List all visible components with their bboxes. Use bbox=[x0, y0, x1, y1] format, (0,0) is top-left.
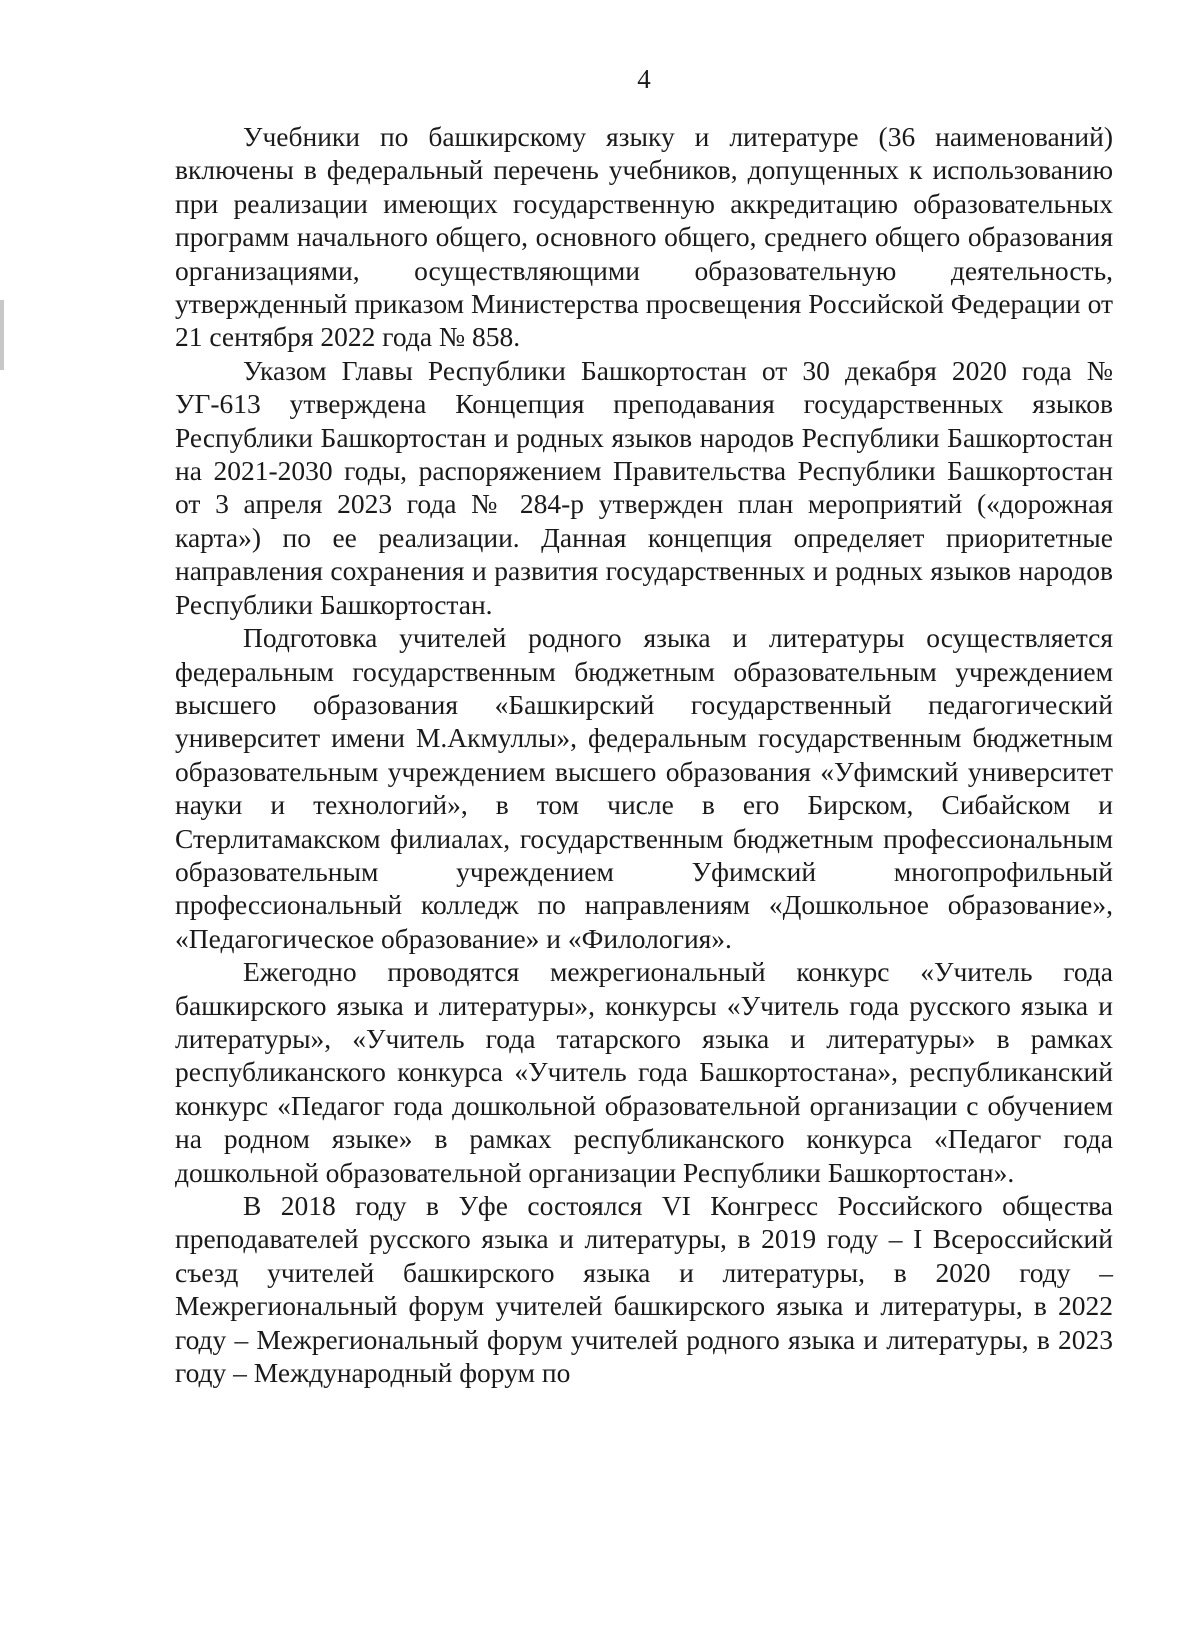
paragraph-contests: Ежегодно проводятся межрегиональный конкурс «Учитель года башкирского языка и литературы», конкурсы «Учитель года русского языка и литературы», «Учитель года татарского языка и литературы» в рамках республиканского конкурса «Учитель года Башкортостана», республиканский конкурс «Педагог года дошкольной образовательной организации с обучением на родном языке» в рамках республиканского конкурса «Педагог года дошкольной образовательной организации Республики Башкортостан». bbox=[175, 956, 1113, 1188]
document-body bbox=[175, 120, 1113, 1389]
paragraph-textbooks: Учебники по башкирскому языку и литературе (36 наименований) включены в федеральный перечень учебников, допущенных к использованию при реализации имеющих государственную аккредитацию образовательных программ начального общего, основного общего, среднего общего образования организациями, осуществляющими образовательную деятельность, утвержденный приказом Министерства просвещения Российской Федерации от 21 сентября 2022 года № 858. bbox=[175, 121, 1113, 353]
paragraph-decree-concept: Указом Главы Республики Башкортостан от 30 декабря 2020 года № УГ-613 утверждена Концепция преподавания государственных языков Республики Башкортостан и родных языков народов Республики Башкортостан на 2021-2030 годы, распоряжением Правительства Республики Башкортостан от 3 апреля 2023 года № 284-р утвержден план мероприятий («дорожная карта») по ее реализации. Данная концепция определяет приоритетные направления сохранения и развития государственных и родных языков народов Республики Башкортостан. bbox=[175, 354, 1113, 620]
page-number: 4 bbox=[637, 64, 651, 94]
paragraph-teacher-training: Подготовка учителей родного языка и литературы осуществляется федеральным государственным бюджетным образовательным учреждением высшего образования «Башкирский государственный педагогический университет имени М.Акмуллы», федеральным государственным бюджетным образовательным учреждением высшего образования «Уфимский университет науки и технологий», в том числе в его Бирском, Сибайском и Стерлитамакском филиалах, государственным бюджетным профессиональным образовательным учреждением Уфимский многопрофильный профессиональный колледж по направлениям «Дошкольное образование», «Педагогическое образование» и «Филология». bbox=[175, 622, 1113, 954]
paragraph-congresses: В 2018 году в Уфе состоялся VI Конгресс Российского общества преподавателей русского языка и литературы, в 2019 году – I Всероссийский съезд учителей башкирского языка и литературы, в 2020 году – Межрегиональный форум учителей башкирского языка и литературы, в 2022 году – Межрегиональный форум учителей родного языка и литературы, в 2023 году – Международный форум по bbox=[175, 1190, 1113, 1389]
scan-edge-mark bbox=[0, 300, 4, 370]
